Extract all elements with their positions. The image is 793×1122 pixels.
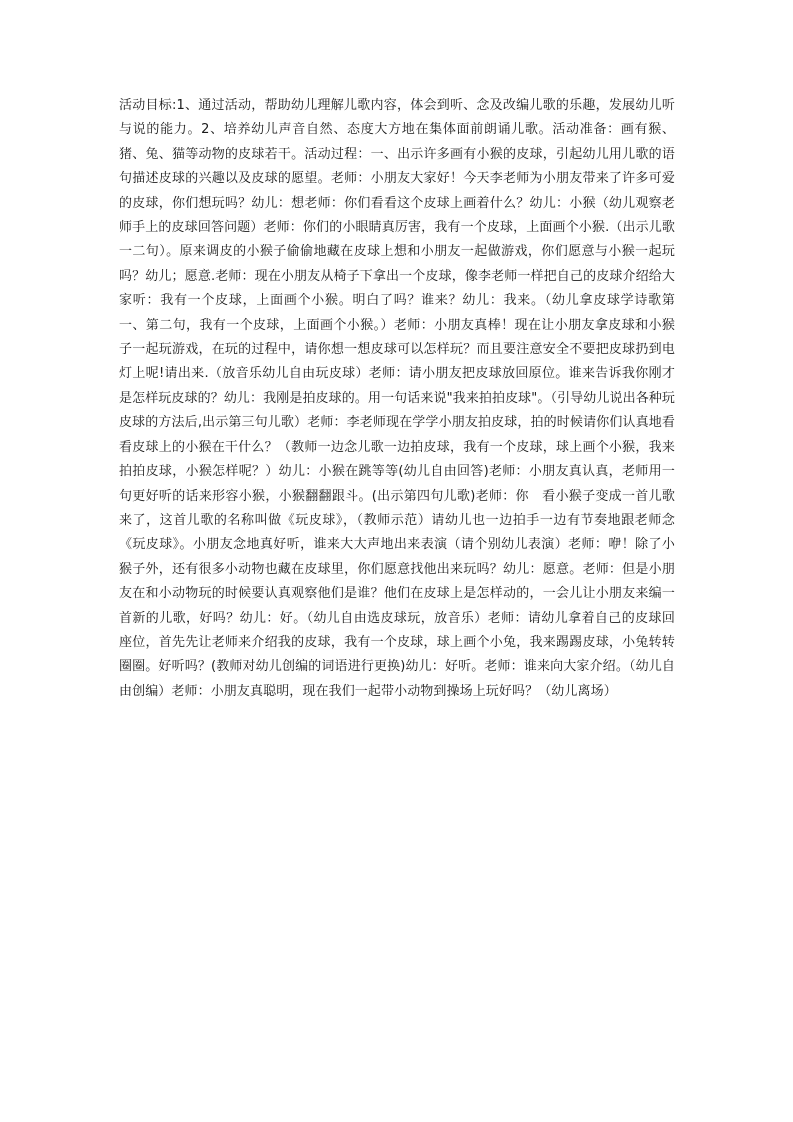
lesson-plan-text: [119, 94, 675, 704]
lesson-plan-paragraph: 活动目标:1、通过活动，帮助幼儿理解儿歌内容，体会到听、念及改编儿歌的乐趣，发展幼儿听与说的能力。2、培养幼儿声音自然、态度大方地在集体面前朗诵儿歌。活动准备：画有猴、猪、兔、猫等动物的皮球若干。活动过程：一、出示许多画有小猴的皮球，引起幼儿用儿歌的语句描述皮球的兴趣以及皮球的愿望。老师：小朋友大家好！今天李老师为小朋友带来了许多可爱的皮球，你们想玩吗？幼儿：想老师：你们看看这个皮球上画着什么？幼儿：小猴（幼儿观察老师手上的皮球回答问题）老师：你们的小眼睛真厉害，我有一个皮球，上面画个小猴.（出示儿歌一二句）。原来调皮的小猴子偷偷地藏在皮球上想和小朋友一起做游戏，你们愿意与小猴一起玩吗？幼儿；愿意.老师：现在小朋友从椅子下拿出一个皮球，像李老师一样把自己的皮球介绍给大家听：我有一个皮球，上面画个小猴。明白了吗？谁来？幼儿：我来。（幼儿拿皮球学诗歌第一、第二句，我有一个皮球，上面画个小猴。）老师：小朋友真棒！现在让小朋友拿皮球和小猴子一起玩游戏，在玩的过程中，请你想一想皮球可以怎样玩？而且要注意安全不要把皮球扔到电灯上呢!请出来.（放音乐幼儿自由玩皮球）老师：请小朋友把皮球放回原位。谁来告诉我你刚才是怎样玩皮球的？幼儿：我刚是拍皮球的。用一句话来说"我来拍拍皮球"。（引导幼儿说出各种玩皮球的方法后,出示第三句儿歌）老师：李老师现在学学小朋友拍皮球，拍的时候请你们认真地看看皮球上的小猴在干什么？（教师一边念儿歌一边拍皮球，我有一个皮球，球上画个小猴，我来拍拍皮球，小猴怎样呢？）幼儿：小猴在跳等等(幼儿自由回答)老师：小朋友真认真，老师用一句更好听的话来形容小猴，小猴翻翻跟斗。(出示第四句儿歌)老师：你 看小猴子变成一首儿歌来了，这首儿歌的名称叫做《玩皮球》，（教师示范）请幼儿也一边拍手一边有节奏地跟老师念《玩皮球》。小朋友念地真好听，谁来大大声地出来表演（请个别幼儿表演）老师：咿！除了小猴子外，还有很多小动物也藏在皮球里，你们愿意找他出来玩吗？幼儿：愿意。老师：但是小朋友在和小动物玩的时候要认真观察他们是谁？他们在皮球上是怎样动的，一会儿让小朋友来编一首新的儿歌，好吗？幼儿：好。（幼儿自由选皮球玩，放音乐）老师：请幼儿拿着自己的皮球回座位，首先先让老师来介绍我的皮球，我有一个皮球，球上画个小兔，我来踢踢皮球，小兔转转圈圈。好听吗？(教师对幼儿创编的词语进行更换)幼儿：好听。老师：谁来向大家介绍。（幼儿自由创编）老师：小朋友真聪明，现在我们一起带小动物到操场上玩好吗？（幼儿离场）: [119, 98, 675, 699]
